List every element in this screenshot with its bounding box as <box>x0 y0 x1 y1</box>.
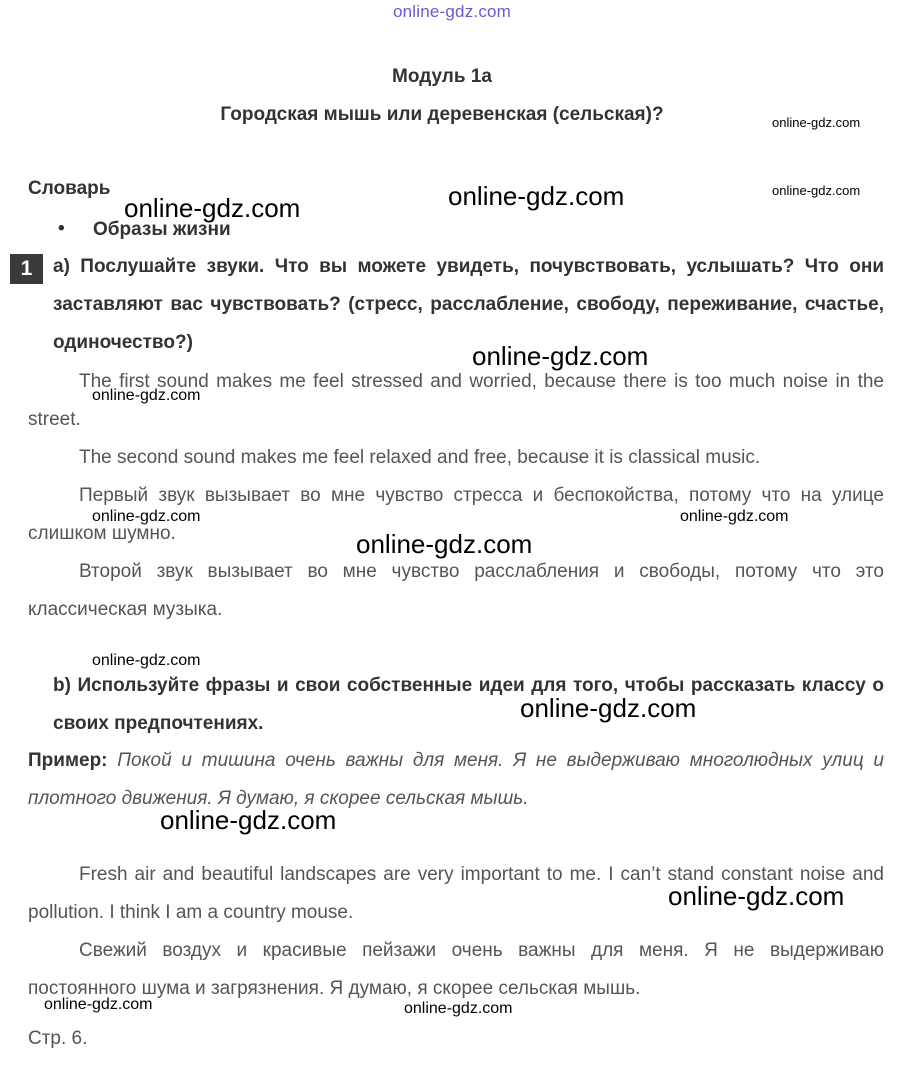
watermark: online-gdz.com <box>124 193 301 223</box>
watermark: online-gdz.com <box>44 996 153 1013</box>
watermark: online-gdz.com <box>160 805 337 835</box>
watermark: online-gdz.com <box>92 387 201 404</box>
bullet-icon: • <box>58 218 65 239</box>
answer-b-russian: Свежий воздух и красивые пейзажи очень важны для меня. Я не выдерживаю постоянного шума и загрязнения. Я думаю, я скорее сельская мышь. <box>28 940 884 999</box>
example-label: Пример: <box>28 750 108 771</box>
task-number-badge: 1 <box>10 254 43 284</box>
watermark: online-gdz.com <box>92 652 201 669</box>
answer-a-english-1: The first sound makes me feel stressed and worried, because there is too much noise in the street. <box>28 371 884 430</box>
watermark: online-gdz.com <box>772 115 861 130</box>
watermark: online-gdz.com <box>680 508 789 525</box>
answer-a-russian-1: Первый звук вызывает во мне чувство стресса и беспокойства, потому что на улице слишком шумно. <box>28 485 884 544</box>
watermark: online-gdz.com <box>356 529 533 559</box>
site-header-watermark: online-gdz.com <box>392 2 512 21</box>
task-a-instruction: a) Послушайте звуки. Что вы можете увидеть, почувствовать, услышать? Что они заставляют вас чувствовать? (стресс, расслабление, свободу, переживание, счастье, одиночество?) <box>53 256 884 353</box>
bullet-item-lifestyles: Образы жизни <box>93 219 231 240</box>
example-text: Покой и тишина очень важны для меня. Я не выдерживаю многолюдных улиц и плотного движения. Я думаю, я скорее сельская мышь. <box>28 750 884 809</box>
module-subtitle: Городская мышь или деревенская (сельская)? <box>220 104 664 125</box>
module-title: Модуль 1a <box>392 66 492 87</box>
watermark: online-gdz.com <box>772 183 861 198</box>
page-reference: Стр. 6. <box>28 1028 88 1049</box>
task-b-instruction: b) Используйте фразы и свои собственные идеи для того, чтобы рассказать классу о своих предпочтениях. <box>53 675 884 734</box>
vocabulary-heading: Словарь <box>28 178 111 199</box>
answer-a-english-2: The second sound makes me feel relaxed and free, because it is classical music. <box>79 447 761 468</box>
example-paragraph <box>28 742 884 818</box>
watermark: online-gdz.com <box>668 881 845 911</box>
watermark: online-gdz.com <box>404 1000 513 1017</box>
watermark: online-gdz.com <box>520 693 697 723</box>
answer-b-english: Fresh air and beautiful landscapes are very important to me. I can’t stand constant noise and pollution. I think I am a country mouse. <box>28 864 884 923</box>
watermark: online-gdz.com <box>448 181 625 211</box>
watermark: online-gdz.com <box>472 341 649 371</box>
watermark: online-gdz.com <box>92 508 201 525</box>
answer-a-russian-2: Второй звук вызывает во мне чувство расслабления и свободы, потому что это классическая музыка. <box>28 561 884 620</box>
